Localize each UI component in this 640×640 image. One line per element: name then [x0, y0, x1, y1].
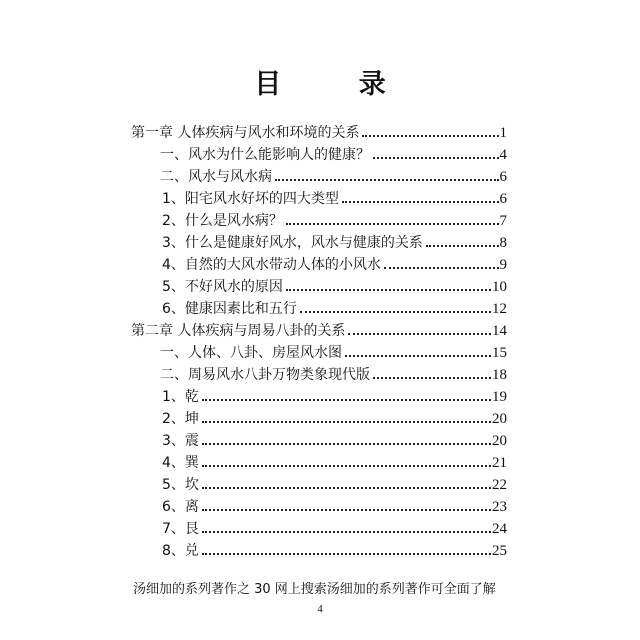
page-title: 目 录 — [254, 69, 420, 100]
toc-entry-label: 1、阳宅风水好坏的四大类型 — [162, 191, 339, 207]
toc-entry-label: 4、自然的大风水带动人体的小风水 — [162, 257, 381, 273]
dot-leader — [202, 399, 491, 401]
toc-entry — [131, 407, 507, 429]
toc-entry-label: 3、什么是健康好风水，风水与健康的关系 — [162, 235, 423, 251]
toc-entry-page: 20 — [492, 433, 507, 449]
toc-entry — [131, 297, 507, 319]
dot-leader — [373, 377, 491, 379]
toc-entry-page: 15 — [492, 345, 507, 361]
toc-entry-page: 23 — [492, 499, 507, 515]
dot-leader — [202, 465, 491, 467]
dot-leader — [342, 201, 499, 203]
toc-entry — [131, 539, 507, 561]
dot-leader — [202, 443, 491, 445]
toc-entry — [131, 341, 507, 363]
dot-leader — [373, 157, 499, 159]
toc-entry — [131, 165, 507, 187]
dot-leader — [348, 333, 491, 335]
toc-entry-page: 8 — [499, 235, 507, 251]
toc-chapter-entry — [131, 319, 507, 341]
toc-entry-label: 一、人体、八卦、房屋风水图 — [160, 345, 342, 361]
toc-entry-label: 1、乾 — [162, 389, 199, 405]
toc-entry-label: 4、巽 — [162, 455, 199, 471]
toc-entry — [131, 231, 507, 253]
toc-entry — [131, 451, 507, 473]
toc-entry-page: 9 — [499, 257, 507, 273]
toc-entry-label: 第二章 人体疾病与周易八卦的关系 — [131, 323, 346, 339]
toc-entry-page: 1 — [499, 125, 507, 141]
toc-entry-page: 20 — [492, 411, 507, 427]
toc-entry — [131, 275, 507, 297]
toc-entry-page: 19 — [492, 389, 507, 405]
toc-chapter-entry — [131, 121, 507, 143]
toc-entry — [131, 363, 507, 385]
toc-entry-label: 5、不好风水的原因 — [162, 279, 283, 295]
toc-entry-page: 18 — [492, 367, 507, 383]
dot-leader — [202, 421, 491, 423]
toc-entry-label: 6、离 — [162, 499, 199, 515]
dot-leader — [286, 223, 499, 225]
toc-entry-label: 二、风水与风水病 — [160, 169, 272, 185]
dot-leader — [275, 179, 499, 181]
toc-entry-page: 12 — [492, 301, 507, 317]
dot-leader — [286, 289, 491, 291]
dot-leader — [202, 509, 491, 511]
toc-entry-page: 21 — [492, 455, 507, 471]
toc-entry — [131, 187, 507, 209]
dot-leader — [362, 135, 498, 137]
toc-entry-page: 25 — [492, 543, 507, 559]
dot-leader — [202, 487, 491, 489]
toc-entry-label: 2、什么是风水病？ — [162, 213, 283, 229]
toc-entry-page: 10 — [492, 279, 507, 295]
toc-entry — [131, 517, 507, 539]
toc-entry — [131, 385, 507, 407]
table-of-contents — [131, 121, 507, 561]
toc-entry-page: 6 — [499, 191, 507, 207]
toc-entry-page: 22 — [492, 477, 507, 493]
toc-entry — [131, 209, 507, 231]
toc-entry-label: 一、风水为什么能影响人的健康？ — [160, 147, 370, 163]
toc-entry — [131, 253, 507, 275]
dot-leader — [345, 355, 491, 357]
toc-entry — [131, 143, 507, 165]
toc-entry-page: 24 — [492, 521, 507, 537]
toc-entry-page: 7 — [499, 213, 507, 229]
toc-entry — [131, 429, 507, 451]
toc-entry-label: 2、坤 — [162, 411, 199, 427]
footer-note: 汤细加的系列著作之 30 网上搜索汤细加的系列著作可全面了解 — [133, 582, 496, 597]
dot-leader — [202, 553, 491, 555]
toc-entry-label: 7、艮 — [162, 521, 199, 537]
toc-entry-label: 二、周易风水八卦万物类象现代版 — [160, 367, 370, 383]
toc-entry-page: 14 — [492, 323, 507, 339]
toc-entry-label: 6、健康因素比和五行 — [162, 301, 297, 317]
dot-leader — [202, 531, 491, 533]
toc-entry-label: 5、坎 — [162, 477, 199, 493]
page-number: 4 — [317, 603, 323, 615]
toc-entry — [131, 495, 507, 517]
toc-entry-label: 8、兑 — [162, 543, 199, 559]
toc-entry-label: 3、震 — [162, 433, 199, 449]
dot-leader — [384, 267, 499, 269]
toc-entry-page: 4 — [499, 147, 507, 163]
toc-entry — [131, 473, 507, 495]
toc-entry-label: 第一章 人体疾病与风水和环境的关系 — [131, 125, 360, 141]
toc-entry-page: 6 — [499, 169, 507, 185]
dot-leader — [300, 311, 491, 313]
dot-leader — [426, 245, 499, 247]
